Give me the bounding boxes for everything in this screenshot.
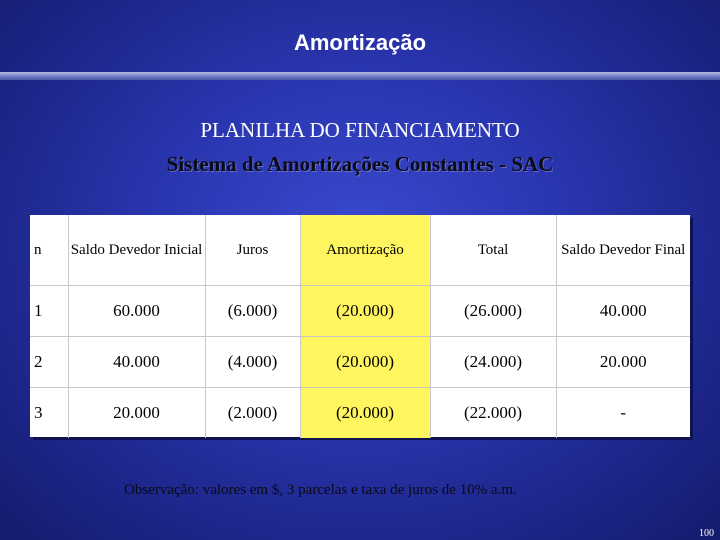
cell-saldo-inicial: 40.000: [68, 337, 205, 388]
cell-total: (26.000): [430, 286, 556, 337]
cell-amortizacao: (20.000): [300, 337, 430, 388]
financing-table: [30, 215, 690, 437]
cell-saldo-inicial: 60.000: [68, 286, 205, 337]
cell-n: 1: [30, 286, 68, 337]
slide-number: 100: [699, 528, 714, 539]
table-row: [30, 286, 690, 337]
cell-amortizacao: (20.000): [300, 286, 430, 337]
header-saldo-final: Saldo Devedor Final: [556, 215, 690, 286]
cell-juros: (4.000): [205, 337, 300, 388]
cell-saldo-final: 40.000: [556, 286, 690, 337]
header-juros: Juros: [205, 215, 300, 286]
cell-n: 2: [30, 337, 68, 388]
cell-saldo-inicial: 20.000: [68, 388, 205, 439]
table-row: [30, 388, 690, 439]
cell-juros: (2.000): [205, 388, 300, 439]
footnote: Observação: valores em $, 3 parcelas e taxa de juros de 10% a.m.: [124, 482, 517, 498]
cell-total: (22.000): [430, 388, 556, 439]
title-divider: [0, 72, 720, 80]
cell-total: (24.000): [430, 337, 556, 388]
table-row: [30, 337, 690, 388]
table-header-row: [30, 215, 690, 286]
sheet-subheading: Sistema de Amortizações Constantes - SAC: [166, 152, 554, 176]
cell-juros: (6.000): [205, 286, 300, 337]
header-total: Total: [430, 215, 556, 286]
header-amortizacao: Amortização: [300, 215, 430, 286]
header-n: n: [30, 215, 68, 286]
cell-saldo-final: 20.000: [556, 337, 690, 388]
cell-amortizacao: (20.000): [300, 388, 430, 439]
cell-saldo-final: -: [620, 403, 627, 422]
header-saldo-inicial: Saldo Devedor Inicial: [68, 215, 205, 286]
sheet-heading: PLANILHA DO FINANCIAMENTO: [200, 118, 520, 142]
slide-title: Amortização: [293, 30, 427, 55]
cell-n: 3: [30, 388, 68, 439]
